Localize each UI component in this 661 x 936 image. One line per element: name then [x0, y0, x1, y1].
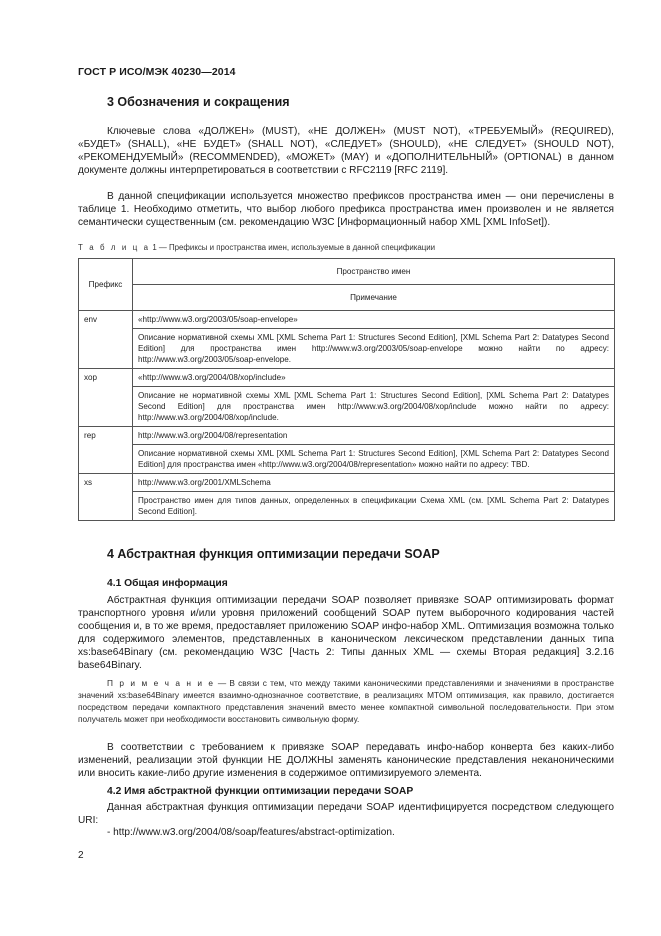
abstract-optimization-uri: - http://www.w3.org/2004/08/soap/features/abstract-optimization.: [107, 827, 395, 838]
table-row: [79, 445, 615, 474]
note-cell: Описание нормативной схемы XML [XML Schema Part 1: Structures Second Edition], [XML Schema Part 2: Datatypes Second Edition] для пространства имен «http://www.w3.org/2004/08/representation» можно найти по адресу: TBD.: [133, 445, 615, 474]
section-3-paragraph-2: В данной спецификации используется множество префиксов пространства имен — они перечислены в таблице 1. Необходимо отметить, что выбор любого префикса пространства имен произволен и не является семантически существенным (см. рекомендацию W3C [Информационный набор XML [XML InfoSet]).: [78, 191, 614, 228]
table-row: [79, 492, 615, 521]
section-4-1-paragraph-1: Абстрактная функция оптимизации передачи SOAP позволяет привязке SOAP оптимизировать формат транспортного уровня и/или уровня приложений сообщений SOAP путем выборочного кодирования частей сообщения и, в то же время, предоставляет приложению SOAP инфо-набор XML. Оптимизация возможна только для содержимого элементов, представленных в каноническом лексическом представлении данных типа xs:base64Binary (см. рекомендацию W3C [Часть 2: Типы данных XML — схемы Вторая редакция] 3.2.16 base64Binary.: [78, 595, 614, 671]
note-text: — В связи с тем, что между такими каноническими представлениями и значениями в пространстве значений xs:base64Binary имеется взаимно-однозначное соответствие, в реализациях MTOM оптимизация, как правило, достигается посредством передачи компактного представления значений вместо менее компактной символьной последовательности. При этом получатель может при необходимости восстановить символьную форму.: [78, 678, 614, 724]
header-note: Примечание: [133, 285, 615, 311]
table-row: [79, 427, 615, 445]
table-row: [79, 474, 615, 492]
table-row: [79, 311, 615, 329]
section-4-1-paragraph-2: В соответствии с требованием к привязке SOAP передавать инфо-набор конверта без каких-либо изменений, реализации этой функции НЕ ДОЛЖНЫ заменять канонические представления неканоническими или вносить какие-либо другие изменения в содержимое оптимизируемого элемента.: [78, 742, 614, 779]
note-cell: Пространство имен для типов данных, определенных в спецификации Схема XML (см. [XML Schema Part 2: Datatypes Second Edition].: [133, 492, 615, 521]
section-4-title: 4 Абстрактная функция оптимизации передачи SOAP: [107, 547, 440, 561]
table-row: [79, 387, 615, 427]
section-4-2-paragraph-1: Данная абстрактная функция оптимизации передачи SOAP идентифицируется посредством следующего URI:: [78, 802, 614, 826]
namespace-table: [78, 258, 615, 521]
table-row: [79, 329, 615, 369]
table-row: [79, 369, 615, 387]
prefix-cell: env: [79, 311, 133, 369]
header-prefix: Префикс: [79, 259, 133, 311]
note-label: П р и м е ч а н и е: [107, 678, 215, 688]
table-header-row: [79, 285, 615, 311]
section-3-title: 3 Обозначения и сокращения: [107, 95, 290, 109]
namespace-cell: «http://www.w3.org/2003/05/soap-envelope»: [133, 311, 615, 329]
page-number: 2: [78, 850, 84, 861]
namespace-cell: «http://www.w3.org/2004/08/xop/include»: [133, 369, 615, 387]
prefix-cell: xop: [79, 369, 133, 427]
section-3-paragraph-1: Ключевые слова «ДОЛЖЕН» (MUST), «НЕ ДОЛЖЕН» (MUST NOT), «ТРЕБУЕМЫЙ» (REQUIRED), «БУДЕТ» (SHALL), «НЕ БУДЕТ» (SHALL NOT), «СЛЕДУЕТ» (SHOULD), «НЕ СЛЕДУЕТ» (SHOULD NOT), «РЕКОМЕНДУЕМЫЙ» (RECOMMENDED), «МОЖЕТ» (MAY) и «ДОПОЛНИТЕЛЬНЫЙ» (OPTIONAL) в данном документе должны интерпретироваться в соответствии с RFC2119 [RFC 2119].: [78, 126, 614, 176]
note-cell: Описание нормативной схемы XML [XML Schema Part 1: Structures Second Edition], [XML Schema Part 2: Datatypes Second Edition] для пространства имен http://www.w3.org/2003/05/soap-envelope можно найти по адресу: http://www.w3.org/2003/05/soap-envelope.: [133, 329, 615, 369]
namespace-cell: http://www.w3.org/2004/08/representation: [133, 427, 615, 445]
table-caption-label: Т а б л и ц а: [78, 243, 151, 252]
section-4-1-title: 4.1 Общая информация: [107, 578, 228, 589]
note-cell: Описание не нормативной схемы XML [XML Schema Part 1: Structures Second Edition], [XML Schema Part 2: Datatypes Second Edition] для пространства имен http://www.w3.org/2004/08/xop/include можно найти по адресу: http://www.w3.org/2004/08/xop/include.: [133, 387, 615, 427]
table-caption-text: 1 — Префиксы и пространства имен, используемые в данной спецификации: [152, 243, 436, 252]
document-header: ГОСТ Р ИСО/МЭК 40230—2014: [78, 66, 236, 78]
section-4-2-title: 4.2 Имя абстрактной функции оптимизации передачи SOAP: [107, 786, 414, 797]
prefix-cell: xs: [79, 474, 133, 521]
namespace-cell: http://www.w3.org/2001/XMLSchema: [133, 474, 615, 492]
table-header-row: [79, 259, 615, 285]
table-caption: [78, 243, 435, 252]
section-4-1-note: [78, 677, 614, 725]
header-namespace: Пространство имен: [133, 259, 615, 285]
prefix-cell: rep: [79, 427, 133, 474]
